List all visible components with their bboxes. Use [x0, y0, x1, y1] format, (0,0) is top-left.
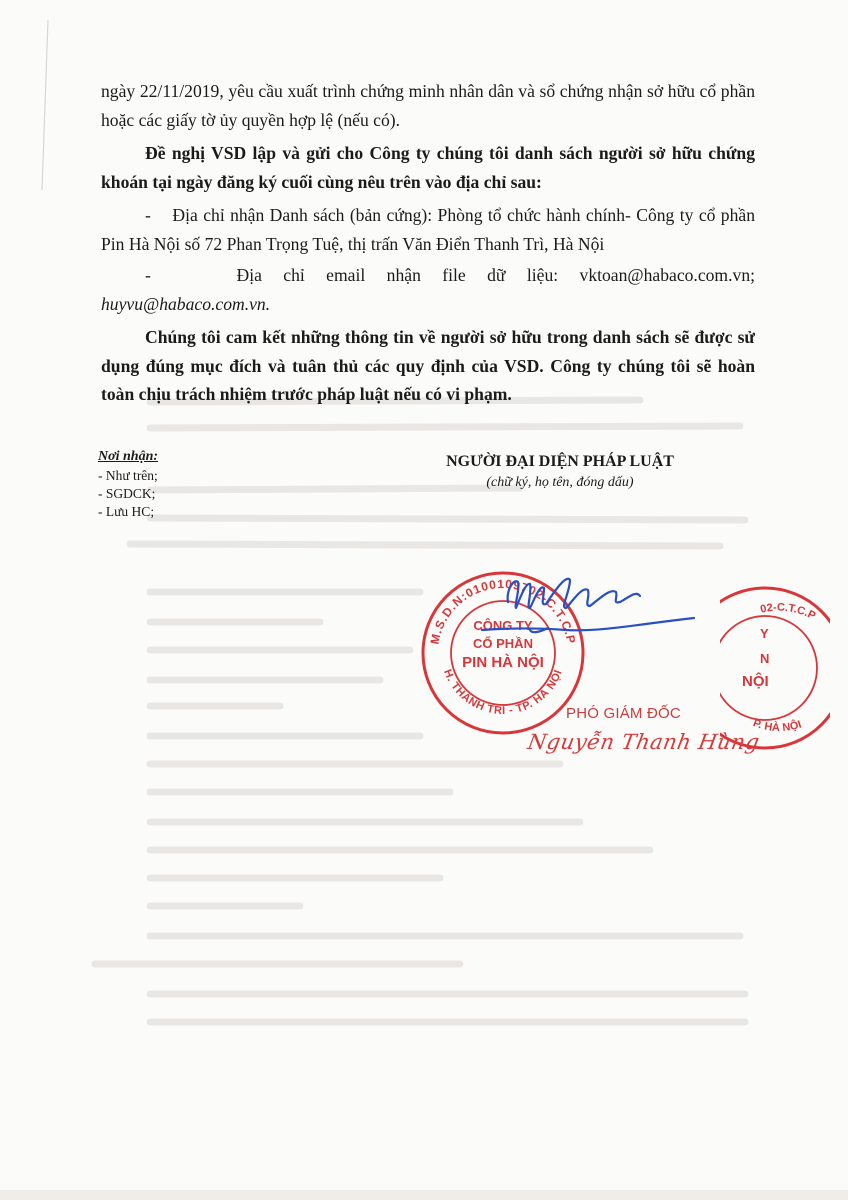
- seal-bottom-text: H. THANH TRÌ - TP. HÀ NỘI: [441, 667, 565, 718]
- signer-note: (chữ ký, họ tên, đóng dấu): [486, 475, 634, 490]
- seal-line-company: CÔNG TY: [473, 618, 533, 633]
- dash-bullet: -: [145, 265, 151, 285]
- seal-fragment-bottom-text: P. HÀ NỘI: [751, 717, 803, 735]
- signer-title: NGƯỜI ĐẠI DIỆN PHÁP LUẬT: [446, 453, 674, 470]
- signer-position: PHÓ GIÁM ĐỐC: [566, 705, 681, 722]
- recipient-item: - SGDCK;: [98, 486, 156, 501]
- paragraph-request-list: Đề nghị VSD lập và gửi cho Công ty chúng tôi danh sách người sở hữu chứng khoán tại ngày đăng ký cuối cùng nêu trên vào địa chỉ sau:: [101, 143, 755, 192]
- dash-bullet: -: [145, 205, 151, 225]
- seal-fragment-noi: NỘI: [742, 673, 769, 690]
- recipients-title: Nơi nhận:: [98, 449, 159, 464]
- seal-fragment-n: N: [760, 651, 770, 666]
- email-address-text: Địa chỉ email nhận file dữ liệu: vktoan@habaco.com.vn;: [236, 265, 755, 285]
- signer-block: [380, 451, 740, 493]
- recipient-item: - Lưu HC;: [98, 504, 155, 519]
- svg-text:02-C.T.C.P: [759, 602, 817, 623]
- seal-ring-text: M.S.D.N:0100109702-C.T.C.P: [427, 576, 579, 646]
- seal-fragment-ring-text: 02-C.T.C.P: [759, 601, 818, 623]
- seal-line-name: PIN HÀ NỘI: [462, 654, 544, 671]
- paragraph-meeting-notice: ngày 22/11/2019, yêu cầu xuất trình chứng minh nhân dân và sổ chứng nhận sở hữu cổ phần hoặc các giấy tờ ủy quyền hợp lệ (nếu có).: [101, 81, 755, 130]
- hardcopy-address-text: Địa chỉ nhận Danh sách (bản cứng): Phòng tổ chức hành chính- Công ty cổ phần Pin Hà Nội số 72 Phan Trọng Tuệ, thị trấn Văn Điển Thanh Trì, Hà Nội: [101, 205, 756, 254]
- letter-body: [101, 77, 755, 409]
- recipient-item: - Như trên;: [98, 468, 158, 483]
- paragraph-email-address: [101, 261, 755, 290]
- recipients-block: [98, 448, 298, 521]
- paragraph-commitment: Chúng tôi cam kết những thông tin về người sở hữu trong danh sách sẽ được sử dụng đúng mục đích và tuân thủ các quy định của VSD. Công ty chúng tôi sẽ hoàn toàn chịu trách nhiệm trước pháp luật nếu có vi phạm.: [101, 327, 755, 404]
- email-address-secondary: huyvu@habaco.com.vn.: [101, 293, 271, 314]
- signer-name-stamp: Nguyễn Thanh Hùng: [525, 730, 762, 754]
- seal-fragment-y: Y: [760, 626, 769, 641]
- handwritten-signature: [470, 568, 700, 678]
- company-seal-partial: [720, 583, 830, 753]
- paragraph-hardcopy-address: [101, 201, 755, 258]
- seal-line-jointstock: CỔ PHẦN: [473, 636, 533, 651]
